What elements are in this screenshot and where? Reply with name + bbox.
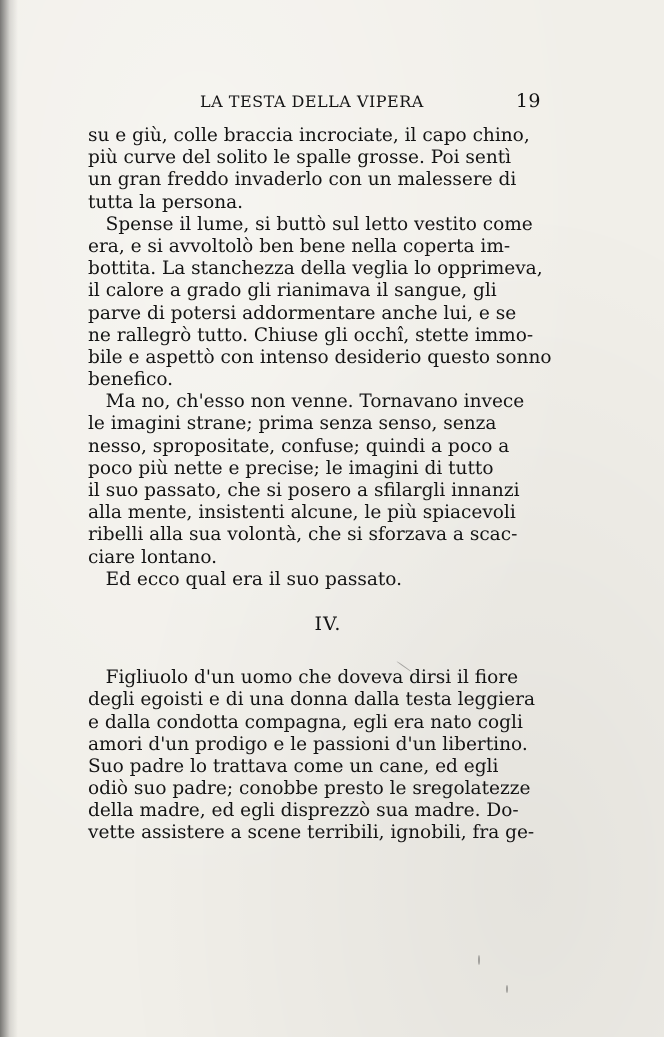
scan-mark [478,955,480,965]
text-line: della madre, ed egli disprezzò sua madre. Do- [88,800,519,822]
text-line: Ma no, ch'esso non venne. Tornavano invece [88,391,525,413]
text-line: ciare lontano. [88,546,218,568]
spacer [88,591,568,613]
spacer [88,635,568,667]
chapter-heading: IV. [314,612,342,635]
text-line: parve di potersi addormentare anche lui, e se [88,302,517,324]
text-line: Suo padre lo trattava come un cane, ed egli [88,755,499,777]
text-line: più curve del solito le spalle grosse. Poi sentì [88,147,512,169]
text-line: vette assistere a scene terribili, ignobili, fra ge- [88,822,535,844]
text-line: bile e aspettò con intenso desiderio questo sonno [88,346,552,368]
body-text [88,125,568,845]
text-line: il suo passato, che si posero a sfilargli innanzi [88,480,520,501]
text-line: poco più nette e precise; le imagini di tutto [88,457,494,479]
text-line: tutta la persona. [88,191,244,213]
text-line: benefico. [88,369,174,391]
text-line: ribelli alla sua volontà, che si sforzava a scac- [88,524,518,546]
text-line: Spense il lume, si buttò sul letto vestito come [88,213,533,235]
scan-mark [506,985,508,993]
text-line: su e giù, colle braccia incrociate, il capo chino, [88,125,530,146]
running-head [200,92,545,114]
text-line: amori d'un prodigo e le passioni d'un libertino. [88,733,528,755]
text-line: Ed ecco qual era il suo passato. [88,568,403,590]
text-line: un gran freddo invaderlo con un malessere di [88,169,517,191]
text-line: era, e si avvoltolò ben bene nella coperta im- [88,235,511,257]
text-line: il calore a grado gli rianimava il sangue, gli [88,280,497,302]
binding-shadow [0,0,18,1037]
text-line: le imagini strane; prima senza senso, senza [88,413,497,435]
text-line: Figliuolo d'un uomo che doveva dirsi il fiore [88,667,519,689]
text-line: bottita. La stanchezza della veglia lo opprimeva, [88,258,543,280]
text-line: nesso, spropositate, confuse; quindi a poco a [88,435,510,457]
text-line: degli egoisti e di una donna dalla testa leggiera [88,689,535,711]
text-line: alla mente, insistenti alcune, le più spiacevoli [88,502,516,524]
text-line: ne rallegrò tutto. Chiuse gli occhî, stette immo- [88,324,534,346]
text-line: odiò suo padre; conobbe presto le sregolatezze [88,778,531,800]
running-title: LA TESTA DELLA VIPERA [200,92,424,111]
page-number: 19 [515,90,541,112]
text-line: e dalla condotta compagna, egli era nato cogli [88,711,523,733]
